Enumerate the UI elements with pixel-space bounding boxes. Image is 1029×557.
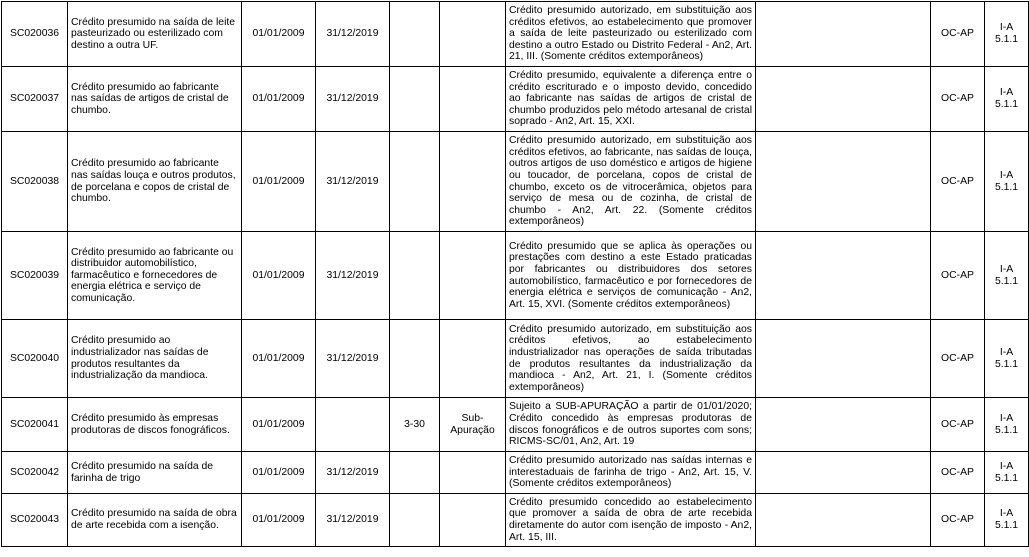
end-date-cell: 31/12/2019 <box>316 232 390 320</box>
start-date-cell: 01/01/2009 <box>242 494 316 547</box>
blank-cell <box>756 452 931 494</box>
apuration-cell <box>440 67 506 132</box>
occurrence-cell: OC-AP <box>931 398 985 452</box>
start-date-cell: 01/01/2009 <box>242 232 316 320</box>
range-cell <box>390 232 440 320</box>
code-cell: SC020041 <box>2 398 68 452</box>
end-date-cell: 31/12/2019 <box>316 67 390 132</box>
end-date-cell: 31/12/2019 <box>316 494 390 547</box>
start-date-cell: 01/01/2009 <box>242 452 316 494</box>
section-cell: I-A 5.1.1 <box>985 232 1029 320</box>
start-date-cell: 01/01/2009 <box>242 398 316 452</box>
occurrence-cell: OC-AP <box>931 320 985 398</box>
blank-cell <box>756 132 931 232</box>
code-cell: SC020037 <box>2 67 68 132</box>
table-row <box>2 232 1029 320</box>
description-cell: Crédito presumido ao fabricante nas saídas de artigos de cristal de chumbo. <box>68 67 242 132</box>
occurrence-cell: OC-AP <box>931 494 985 547</box>
section-cell: I-A 5.1.1 <box>985 2 1029 67</box>
end-date-cell: 31/12/2019 <box>316 2 390 67</box>
description-cell: Crédito presumido ao fabricante nas saídas louça e outros produtos, de porcelana e copos de cristal de chumbo. <box>68 132 242 232</box>
occurrence-cell: OC-AP <box>931 67 985 132</box>
legal-text-cell: Crédito presumido que se aplica às operações ou prestações com destino a este Estado praticadas por fabricantes ou distribuidores dos setores automobilístico, farmacêutico e por fornecedores de energia elétrica e serviços de comunicação - An2, Art. 15, XVI. (Somente créditos extemporâneos) <box>506 232 756 320</box>
code-cell: SC020043 <box>2 494 68 547</box>
range-cell <box>390 494 440 547</box>
blank-cell <box>756 232 931 320</box>
section-cell: I-A 5.1.1 <box>985 67 1029 132</box>
code-cell: SC020036 <box>2 2 68 67</box>
legal-text-cell: Sujeito a SUB-APURAÇÃO a partir de 01/01/2020; Crédito concedido às empresas produtoras de discos fonográficos e de outros suportes com sons; RICMS-SC/01, An2, Art. 19 <box>506 398 756 452</box>
apuration-cell <box>440 494 506 547</box>
occurrence-cell: OC-AP <box>931 2 985 67</box>
table-row <box>2 2 1029 67</box>
blank-cell <box>756 2 931 67</box>
description-cell: Crédito presumido na saída de leite pasteurizado ou esterilizado com destino a outra UF. <box>68 2 242 67</box>
range-cell: 3-30 <box>390 398 440 452</box>
description-cell: Crédito presumido na saída de farinha de trigo <box>68 452 242 494</box>
table-body <box>2 2 1029 547</box>
start-date-cell: 01/01/2009 <box>242 67 316 132</box>
code-cell: SC020042 <box>2 452 68 494</box>
code-cell: SC020040 <box>2 320 68 398</box>
section-cell: I-A 5.1.1 <box>985 320 1029 398</box>
blank-cell <box>756 320 931 398</box>
benefit-codes-table <box>1 1 1029 547</box>
range-cell <box>390 320 440 398</box>
occurrence-cell: OC-AP <box>931 452 985 494</box>
apuration-cell <box>440 232 506 320</box>
legal-text-cell: Crédito presumido, equivalente a diferença entre o crédito escriturado e o imposto devido, concedido ao fabricante nas saídas de artigos de cristal de chumbo produzidos pelo método artesanal de cristal soprado - An2, Art. 15, XXI. <box>506 67 756 132</box>
code-cell: SC020038 <box>2 132 68 232</box>
legal-text-cell: Crédito presumido autorizado, em substituição aos créditos efetivos, ao estabelecimento que promover a saída de leite pasteurizado ou esterilizado com destino a outro Estado ou Distrito Federal - An2, Art. 21, III. (Somente créditos extemporâneos) <box>506 2 756 67</box>
description-cell: Crédito presumido às empresas produtoras de discos fonográficos. <box>68 398 242 452</box>
legal-text-cell: Crédito presumido concedido ao estabelecimento que promover a saída de obra de arte recebida diretamente do autor com isenção de imposto - An2, Art. 15, III. <box>506 494 756 547</box>
description-cell: Crédito presumido ao industrializador nas saídas de produtos resultantes da industrialização da mandioca. <box>68 320 242 398</box>
table-row <box>2 67 1029 132</box>
end-date-cell: 31/12/2019 <box>316 320 390 398</box>
table-row <box>2 494 1029 547</box>
table-row <box>2 398 1029 452</box>
range-cell <box>390 132 440 232</box>
end-date-cell: 31/12/2019 <box>316 452 390 494</box>
description-cell: Crédito presumido na saída de obra de arte recebida com a isenção. <box>68 494 242 547</box>
apuration-cell <box>440 132 506 232</box>
legal-text-cell: Crédito presumido autorizado, em substituição aos créditos efetivos, ao fabricante, nas saídas de louça, outros artigos de uso doméstico e artigos de higiene ou toucador, de porcelana, copos de cristal de chumbo, exceto os de vitrocerâmica, objetos para serviço de mesa ou de cozinha, de cristal de chumbo - An2, Art. 22. (Somente créditos extemporâneos) <box>506 132 756 232</box>
start-date-cell: 01/01/2009 <box>242 320 316 398</box>
end-date-cell: 31/12/2019 <box>316 132 390 232</box>
range-cell <box>390 452 440 494</box>
apuration-cell <box>440 452 506 494</box>
end-date-cell <box>316 398 390 452</box>
table-row <box>2 320 1029 398</box>
table-row <box>2 132 1029 232</box>
range-cell <box>390 2 440 67</box>
occurrence-cell: OC-AP <box>931 132 985 232</box>
section-cell: I-A 5.1.1 <box>985 132 1029 232</box>
section-cell: I-A 5.1.1 <box>985 452 1029 494</box>
start-date-cell: 01/01/2009 <box>242 132 316 232</box>
blank-cell <box>756 398 931 452</box>
table-row <box>2 452 1029 494</box>
legal-text-cell: Crédito presumido autorizado nas saídas internas e interestaduais de farinha de trigo - An2, Art. 15, V. (Somente créditos extemporâneos) <box>506 452 756 494</box>
section-cell: I-A 5.1.1 <box>985 494 1029 547</box>
description-cell: Crédito presumido ao fabricante ou distribuidor automobilístico, farmacêutico e fornecedores de energia elétrica e serviço de comunicação. <box>68 232 242 320</box>
start-date-cell: 01/01/2009 <box>242 2 316 67</box>
code-cell: SC020039 <box>2 232 68 320</box>
range-cell <box>390 67 440 132</box>
apuration-cell: Sub-Apuração <box>440 398 506 452</box>
legal-text-cell: Crédito presumido autorizado, em substituição aos créditos efetivos, ao estabelecimento industrializador nas operações de saída tributadas de produtos resultantes da industrialização da mandioca - An2, Art. 21, I. (Somente créditos extemporâneos) <box>506 320 756 398</box>
occurrence-cell: OC-AP <box>931 232 985 320</box>
apuration-cell <box>440 2 506 67</box>
section-cell: I-A 5.1.1 <box>985 398 1029 452</box>
apuration-cell <box>440 320 506 398</box>
blank-cell <box>756 67 931 132</box>
blank-cell <box>756 494 931 547</box>
